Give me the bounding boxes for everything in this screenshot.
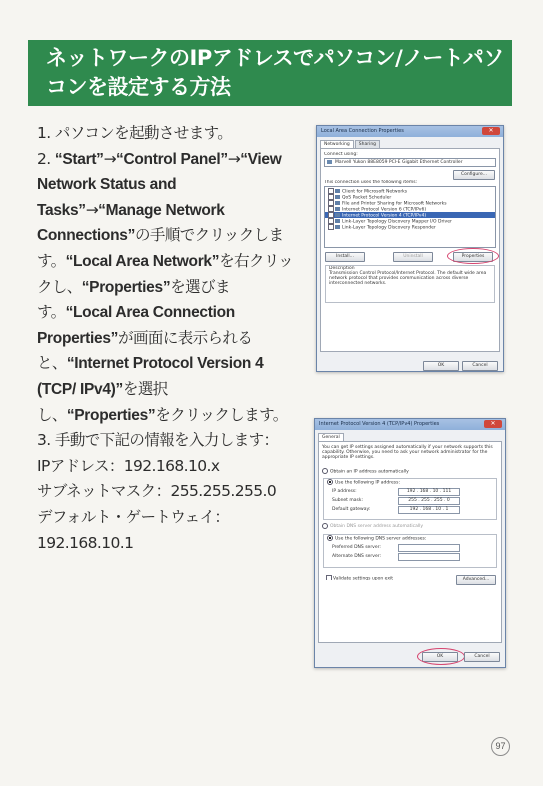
- subnet-mask-value: サブネットマスク：255.255.255.0: [37, 482, 277, 501]
- dialog-titlebar: [317, 126, 503, 137]
- arrow: →: [103, 149, 117, 168]
- checkbox[interactable]: [328, 224, 334, 230]
- use-following-dns-option[interactable]: Use the following DNS server addresses:: [324, 535, 496, 543]
- highlight-circle: [417, 648, 465, 665]
- step-2-text: を選択し、: [37, 379, 168, 424]
- list-item[interactable]: Client for Microsoft Networks: [325, 188, 495, 194]
- uninstall-button[interactable]: Uninstall: [393, 252, 433, 262]
- checkbox[interactable]: [326, 577, 332, 581]
- description-box: [325, 265, 495, 303]
- step-3: 3. 手動で下記の情報を入力します：: [37, 431, 279, 450]
- protocol-icon: [335, 225, 340, 229]
- radio-button[interactable]: [322, 468, 328, 474]
- dialog-title: Local Area Connection Properties: [321, 128, 404, 134]
- radio-button-selected[interactable]: [327, 535, 333, 541]
- advanced-button[interactable]: Advanced...: [456, 575, 496, 585]
- ip-address-value: IPアドレス：192.168.10.x: [37, 456, 220, 475]
- list-item[interactable]: QoS Packet Scheduler: [325, 194, 495, 200]
- use-following-ip-option[interactable]: Use the following IP address:: [324, 479, 496, 487]
- ip-address-row: [324, 487, 496, 496]
- gateway-value: 192.168.10.1: [37, 533, 134, 552]
- cancel-button[interactable]: Cancel: [464, 652, 500, 662]
- protocol-icon: [335, 207, 340, 211]
- network-service-icon: [335, 195, 340, 199]
- configure-button[interactable]: Configure...: [453, 170, 495, 180]
- ok-button[interactable]: OK: [423, 361, 459, 371]
- step-2-text: をクリックします。: [155, 405, 288, 424]
- obtain-ip-auto-option[interactable]: Obtain an IP address automatically: [319, 468, 501, 476]
- step-2-text: の手順でクリックします。: [37, 226, 284, 270]
- items-label: This connection uses the following items:: [324, 180, 418, 185]
- highlight-circle: [447, 248, 499, 264]
- description-label: Description: [329, 266, 355, 271]
- protocol-icon: [335, 219, 340, 223]
- lacp-label: “Local Area Connection Properties”: [37, 304, 235, 347]
- instruction-steps: [37, 121, 299, 556]
- step-2-number: 2.: [37, 149, 55, 168]
- preferred-dns-label: Preferred DNS server:: [332, 545, 381, 550]
- manage-network-connections-label: “Manage Network Connections”: [37, 201, 225, 245]
- ip-address-label: IP address:: [332, 489, 357, 494]
- ipv4-label: “Internet Protocol Version 4 (TCP/ IPv4)”: [37, 355, 264, 398]
- network-adapter-icon: [327, 160, 332, 164]
- networking-panel: [320, 148, 500, 352]
- list-item[interactable]: File and Printer Sharing for Microsoft Networks: [325, 200, 495, 206]
- properties-button[interactable]: Properties: [453, 252, 493, 262]
- section-title-banner: [28, 40, 512, 106]
- ipv4-properties-screenshot: [314, 418, 506, 668]
- list-item[interactable]: Link-Layer Topology Discovery Responder: [325, 224, 495, 230]
- dialog-tabs: [320, 140, 500, 148]
- list-item-ipv4-selected[interactable]: Internet Protocol Version 4 (TCP/IPv4): [325, 212, 495, 218]
- adapter-name: Marvell Yukon 88E8059 PCI-E Gigabit Ethernet Controller: [335, 160, 463, 165]
- gateway-label: Default gateway:: [332, 507, 371, 512]
- arrow: →: [227, 149, 241, 168]
- network-service-icon: [335, 201, 340, 205]
- alternate-dns-input[interactable]: [398, 553, 460, 561]
- step-2-text: を右クリックし、: [37, 251, 294, 296]
- ip-address-input[interactable]: 192 . 168 . 10 . 111: [398, 488, 460, 496]
- step-2-text: が画面に表示られると、: [37, 328, 253, 373]
- dns-settings-group: [323, 534, 497, 568]
- ip-settings-group: [323, 478, 497, 520]
- preferred-dns-row: [324, 543, 496, 552]
- subnet-mask-input[interactable]: 255 . 255 . 255 . 0: [398, 497, 460, 505]
- subnet-mask-label: Subnet mask:: [332, 498, 363, 503]
- ok-button[interactable]: OK: [422, 652, 458, 662]
- radio-button[interactable]: [322, 523, 328, 529]
- radio-button-selected[interactable]: [327, 479, 333, 485]
- step-1: 1. パソコンを起動させます。: [37, 124, 233, 142]
- gateway-input[interactable]: 192 . 168 . 10 . 1: [398, 506, 460, 514]
- subnet-mask-row: [324, 496, 496, 505]
- tab-networking[interactable]: Networking: [320, 140, 354, 148]
- preferred-dns-input[interactable]: [398, 544, 460, 552]
- tab-general[interactable]: General: [318, 433, 344, 441]
- section-title-line2: コンを設定する方法: [46, 75, 231, 99]
- arrow: →: [85, 200, 99, 219]
- intro-text: You can get IP settings assigned automatically if your network supports this capability. Otherwise, you need to ask your network administrator for the appropriate IP settings.: [322, 445, 493, 460]
- dialog-title: Internet Protocol Version 4 (TCP/IPv4) Properties: [319, 421, 440, 427]
- protocol-icon: [335, 213, 340, 217]
- start-label: “Start”: [54, 150, 104, 168]
- alternate-dns-row: [324, 552, 496, 561]
- step-2-text: を選びます。: [37, 277, 230, 322]
- local-area-network-label: “Local Area Network”: [65, 252, 220, 270]
- gateway-row: [324, 505, 496, 514]
- gateway-label: デフォルト・ゲートウェイ：: [37, 507, 230, 526]
- obtain-dns-auto-option[interactable]: Obtain DNS server address automatically: [319, 522, 501, 532]
- lan-properties-screenshot: [316, 125, 504, 372]
- close-icon[interactable]: ✕: [484, 420, 502, 428]
- section-title-line1: ネットワークのIPアドレスでパソコン/ノートパソ: [46, 46, 504, 70]
- close-icon[interactable]: ✕: [482, 127, 500, 135]
- cancel-button[interactable]: Cancel: [462, 361, 498, 371]
- step-2: [37, 147, 299, 429]
- dialog-tabs: [318, 433, 502, 441]
- tab-sharing[interactable]: Sharing: [355, 140, 380, 148]
- list-item[interactable]: Internet Protocol Version 6 (TCP/IPv6): [325, 206, 495, 212]
- description-text: Transmission Control Protocol/Internet Protocol. The default wide area network protocol that provides communication across diverse interconnected networks.: [329, 271, 487, 286]
- control-panel-label: “Control Panel”: [116, 150, 228, 168]
- page-number: 97: [491, 737, 510, 756]
- list-item[interactable]: Link-Layer Topology Discovery Mapper I/O Driver: [325, 218, 495, 224]
- network-client-icon: [335, 189, 340, 193]
- protocol-list: [324, 186, 496, 248]
- connect-using-label: Connect using:: [324, 152, 358, 157]
- install-button[interactable]: Install...: [325, 252, 365, 262]
- view-network-status-label: “View Network Status and Tasks”: [37, 150, 282, 219]
- properties-label: “Properties”: [81, 278, 171, 296]
- dialog-titlebar: [315, 419, 505, 430]
- alternate-dns-label: Alternate DNS server:: [332, 554, 382, 559]
- properties-label: “Properties”: [66, 406, 156, 424]
- validate-settings-option[interactable]: Validate settings upon exit: [323, 575, 393, 580]
- adapter-field: [324, 158, 496, 167]
- general-panel: [318, 441, 502, 643]
